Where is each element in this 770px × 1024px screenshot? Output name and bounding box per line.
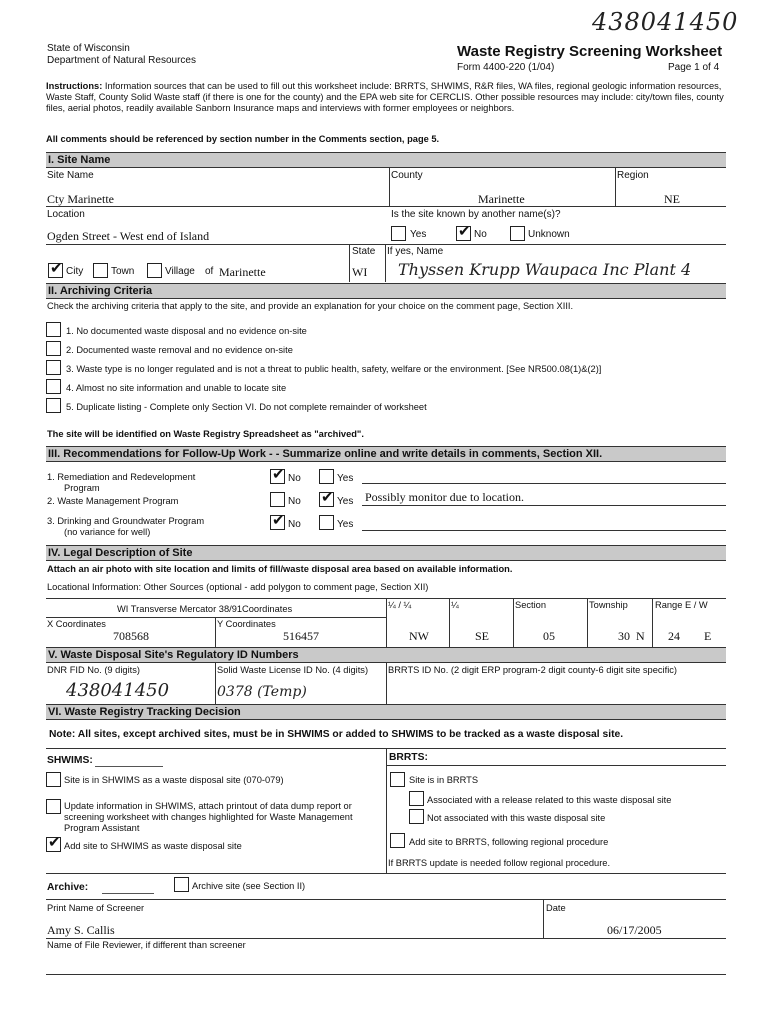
site-name-value[interactable]: Cty Marinette	[47, 192, 114, 206]
location-label: Location	[47, 209, 85, 220]
rec-2-label: 2. Waste Management Program	[47, 496, 179, 506]
rec-2-no-checkbox[interactable]	[270, 492, 285, 507]
city-checkbox[interactable]: ✔	[50, 260, 63, 277]
town-checkbox[interactable]	[93, 263, 108, 278]
comments-note: All comments should be referenced by section number in the Comments section, page 5.	[46, 134, 440, 144]
archive-criterion-1: 1. No documented waste disposal and no evidence on-site	[66, 326, 307, 336]
town-label: Town	[111, 266, 135, 277]
if-yes-name-label: If yes, Name	[387, 246, 444, 257]
rec-3-yes-label: Yes	[337, 519, 354, 530]
date-label: Date	[546, 903, 566, 913]
village-label: Village	[165, 266, 195, 277]
brrts-option-4-checkbox[interactable]	[390, 833, 405, 848]
section-1-heading: I. Site Name	[46, 152, 726, 167]
sw-license-label: Solid Waste License ID No. (4 digits)	[217, 665, 369, 675]
region-value[interactable]: NE	[664, 192, 680, 206]
state-value[interactable]: WI	[352, 265, 368, 279]
rec-2-no-label: No	[288, 496, 301, 507]
city-label: City	[66, 266, 84, 277]
other-name-yes-label: Yes	[410, 229, 427, 240]
rec-1-label-line2: Program	[64, 483, 100, 493]
rec-1-yes-label: Yes	[337, 473, 354, 484]
village-checkbox[interactable]	[147, 263, 162, 278]
instructions	[46, 81, 726, 114]
archived-note: The site will be identified on Waste Registry Spreadsheet as "archived".	[47, 429, 364, 439]
rec-3-yes-checkbox[interactable]	[319, 515, 334, 530]
section-value[interactable]: 05	[543, 629, 555, 643]
rec-1-no-label: No	[288, 473, 301, 484]
brrts-option-2: Associated with a release related to this waste disposal site	[427, 795, 672, 805]
attach-photo-note: Attach an air photo with site location and limits of fill/waste disposal area based on available information.	[47, 564, 513, 574]
screener-name-label: Print Name of Screener	[47, 903, 145, 913]
archive-criterion-3-checkbox[interactable]	[46, 360, 61, 375]
wtm-label: WI Transverse Mercator 38/91Coordinates	[117, 604, 293, 614]
instructions-label: Instructions:	[46, 81, 103, 91]
archive-criterion-5: 5. Duplicate listing - Complete only Section VI. Do not complete remainder of worksheet	[66, 402, 427, 412]
archive-criterion-4: 4. Almost no site information and unable to locate site	[66, 383, 287, 393]
dnr-fid-label: DNR FID No. (9 digits)	[47, 665, 140, 675]
archive-label: Archive:	[47, 882, 89, 893]
other-name-unknown-checkbox[interactable]	[510, 226, 525, 241]
region-label: Region	[617, 170, 649, 181]
archive-criterion-4-checkbox[interactable]	[46, 379, 61, 394]
q-value[interactable]: SE	[475, 629, 490, 643]
county-value[interactable]: Marinette	[478, 192, 525, 206]
section-3-heading: III. Recommendations for Follow-Up Work - - Summarize online and write details in comments, Section XII.	[46, 446, 726, 461]
shwims-option-3: Add site to SHWIMS as waste disposal site	[64, 841, 242, 851]
archive-criterion-2-checkbox[interactable]	[46, 341, 61, 356]
screener-name-value[interactable]: Amy S. Callis	[47, 923, 115, 937]
date-value[interactable]: 06/17/2005	[607, 923, 662, 937]
rec-3-no-label: No	[288, 519, 301, 530]
form-title: Waste Registry Screening Worksheet	[457, 43, 723, 60]
other-name-no-label: No	[474, 229, 487, 240]
shwims-option-3-checkbox[interactable]: ✔	[48, 834, 61, 851]
locational-info-note: Locational Information: Other Sources (optional - add polygon to comment page, Section XII)	[47, 582, 429, 592]
location-value[interactable]: Ogden Street - West end of Island	[47, 229, 210, 243]
form-number: Form 4400-220 (1/04)	[457, 62, 555, 73]
rec-1-label-line1: 1. Remediation and Redevelopment	[47, 472, 196, 482]
page-number: Page 1 of 4	[668, 62, 720, 73]
rec-2-yes-checkbox[interactable]: ✔	[321, 489, 334, 506]
sw-license-value[interactable]: 0378 (Temp)	[217, 684, 307, 700]
archive-criterion-3: 3. Waste type is no longer regulated and is not a threat to public health, safety, welfare or the environment. [See NR500.08(1)&(2)]	[66, 364, 602, 374]
brrts-id-label: BRRTS ID No. (2 digit ERP program-2 digit county-6 digit site specific)	[388, 665, 678, 675]
shwims-option-1-checkbox[interactable]	[46, 772, 61, 787]
x-coord-label: X Coordinates	[47, 619, 106, 629]
of-label: of	[205, 266, 214, 277]
shwims-option-2: Update information in SHWIMS, attach printout of data dump report or screening worksheet with changes highlighted for Waste Management Program Assistant	[64, 801, 353, 833]
other-name-yes-checkbox[interactable]	[391, 226, 406, 241]
section-5-heading: V. Waste Disposal Site's Regulatory ID Numbers	[46, 647, 726, 662]
other-name-value[interactable]: Thyssen Krupp Waupaca Inc Plant 4	[398, 260, 692, 279]
shwims-option-2-checkbox[interactable]	[46, 799, 61, 814]
range-value[interactable]: 24	[668, 629, 680, 643]
archive-criterion-2: 2. Documented waste removal and no evidence on-site	[66, 345, 293, 355]
qq-value[interactable]: NW	[409, 629, 429, 643]
state-label: State	[352, 246, 376, 257]
rec-3-label-line1: 3. Drinking and Groundwater Program	[47, 516, 205, 526]
rec-1-label	[47, 472, 195, 494]
archiving-instruction: Check the archiving criteria that apply to the site, and provide an explanation for your choice on the comment page, Section XIII.	[47, 301, 574, 311]
rec-1-no-checkbox[interactable]: ✔	[272, 466, 285, 483]
file-reviewer-label: Name of File Reviewer, if different than screener	[47, 940, 246, 950]
rec-3-label	[47, 516, 204, 538]
brrts-label: BRRTS:	[389, 752, 428, 763]
brrts-option-1: Site is in BRRTS	[409, 775, 479, 785]
brrts-option-2-checkbox[interactable]	[409, 791, 424, 806]
x-coord-value[interactable]: 708568	[113, 629, 149, 643]
range-label: Range E / W	[655, 600, 708, 610]
rec-2-yes-label: Yes	[337, 496, 354, 507]
county-label: County	[391, 170, 423, 181]
qq-label: ¼ / ¼	[388, 600, 412, 610]
shwims-label: SHWIMS:	[47, 755, 93, 766]
dnr-fid-value[interactable]: 438041450	[66, 680, 170, 701]
range-direction-value[interactable]: E	[704, 629, 712, 643]
shwims-option-1: Site is in SHWIMS as a waste disposal site (070-079)	[64, 775, 284, 785]
archive-site-checkbox[interactable]	[174, 877, 189, 892]
rec-3-label-line2: (no variance for well)	[64, 527, 151, 537]
handwritten-fid-number: 438041450	[592, 8, 739, 36]
other-name-unknown-label: Unknown	[528, 229, 570, 240]
other-name-question: Is the site known by another name(s)?	[391, 209, 561, 220]
archive-criterion-5-checkbox[interactable]	[46, 398, 61, 413]
brrts-update-note: If BRRTS update is needed follow regional procedure.	[388, 858, 611, 868]
section-2-heading: II. Archiving Criteria	[46, 283, 726, 298]
department-name: Department of Natural Resources	[47, 55, 196, 66]
y-coord-label: Y Coordinates	[217, 619, 276, 629]
rec-1-yes-checkbox[interactable]	[319, 469, 334, 484]
state-name: State of Wisconsin	[47, 43, 130, 54]
other-name-no-checkbox[interactable]: ✔	[458, 223, 471, 240]
rec-2-comment[interactable]: Possibly monitor due to location.	[365, 490, 524, 504]
section-6-heading: VI. Waste Registry Tracking Decision	[46, 704, 726, 719]
q-label: ¼	[451, 600, 459, 610]
rec-3-no-checkbox[interactable]: ✔	[272, 512, 285, 529]
section-4-heading: IV. Legal Description of Site	[46, 545, 726, 560]
section-label: Section	[515, 600, 547, 610]
site-name-label: Site Name	[47, 170, 94, 181]
archive-criterion-1-checkbox[interactable]	[46, 322, 61, 337]
brrts-option-1-checkbox[interactable]	[390, 772, 405, 787]
municipality-value[interactable]: Marinette	[219, 265, 266, 279]
y-coord-value[interactable]: 516457	[283, 629, 319, 643]
archive-site-label: Archive site (see Section II)	[192, 881, 306, 891]
brrts-option-3: Not associated with this waste disposal site	[427, 813, 606, 823]
brrts-option-4: Add site to BRRTS, following regional procedure	[409, 837, 609, 847]
township-value[interactable]: 30 N	[618, 629, 645, 643]
instructions-text: Information sources that can be used to fill out this worksheet include: BRRTS, SHWIMS, R&R files, WA files, regional geologic information resources, Waste Staff, County Solid Waste staff (if there is one for the county) and the EPA web site for CERCLIS. Other possible resources may include: city/town files, county files, aerial photos, readily available Sanborn Insurance maps and interviews with former employees or neighbors.	[46, 81, 724, 113]
township-label: Township	[589, 600, 628, 610]
brrts-option-3-checkbox[interactable]	[409, 809, 424, 824]
tracking-note: Note: All sites, except archived sites, must be in SHWIMS or added to SHWIMS to be tracked as a waste disposal site.	[49, 729, 624, 740]
